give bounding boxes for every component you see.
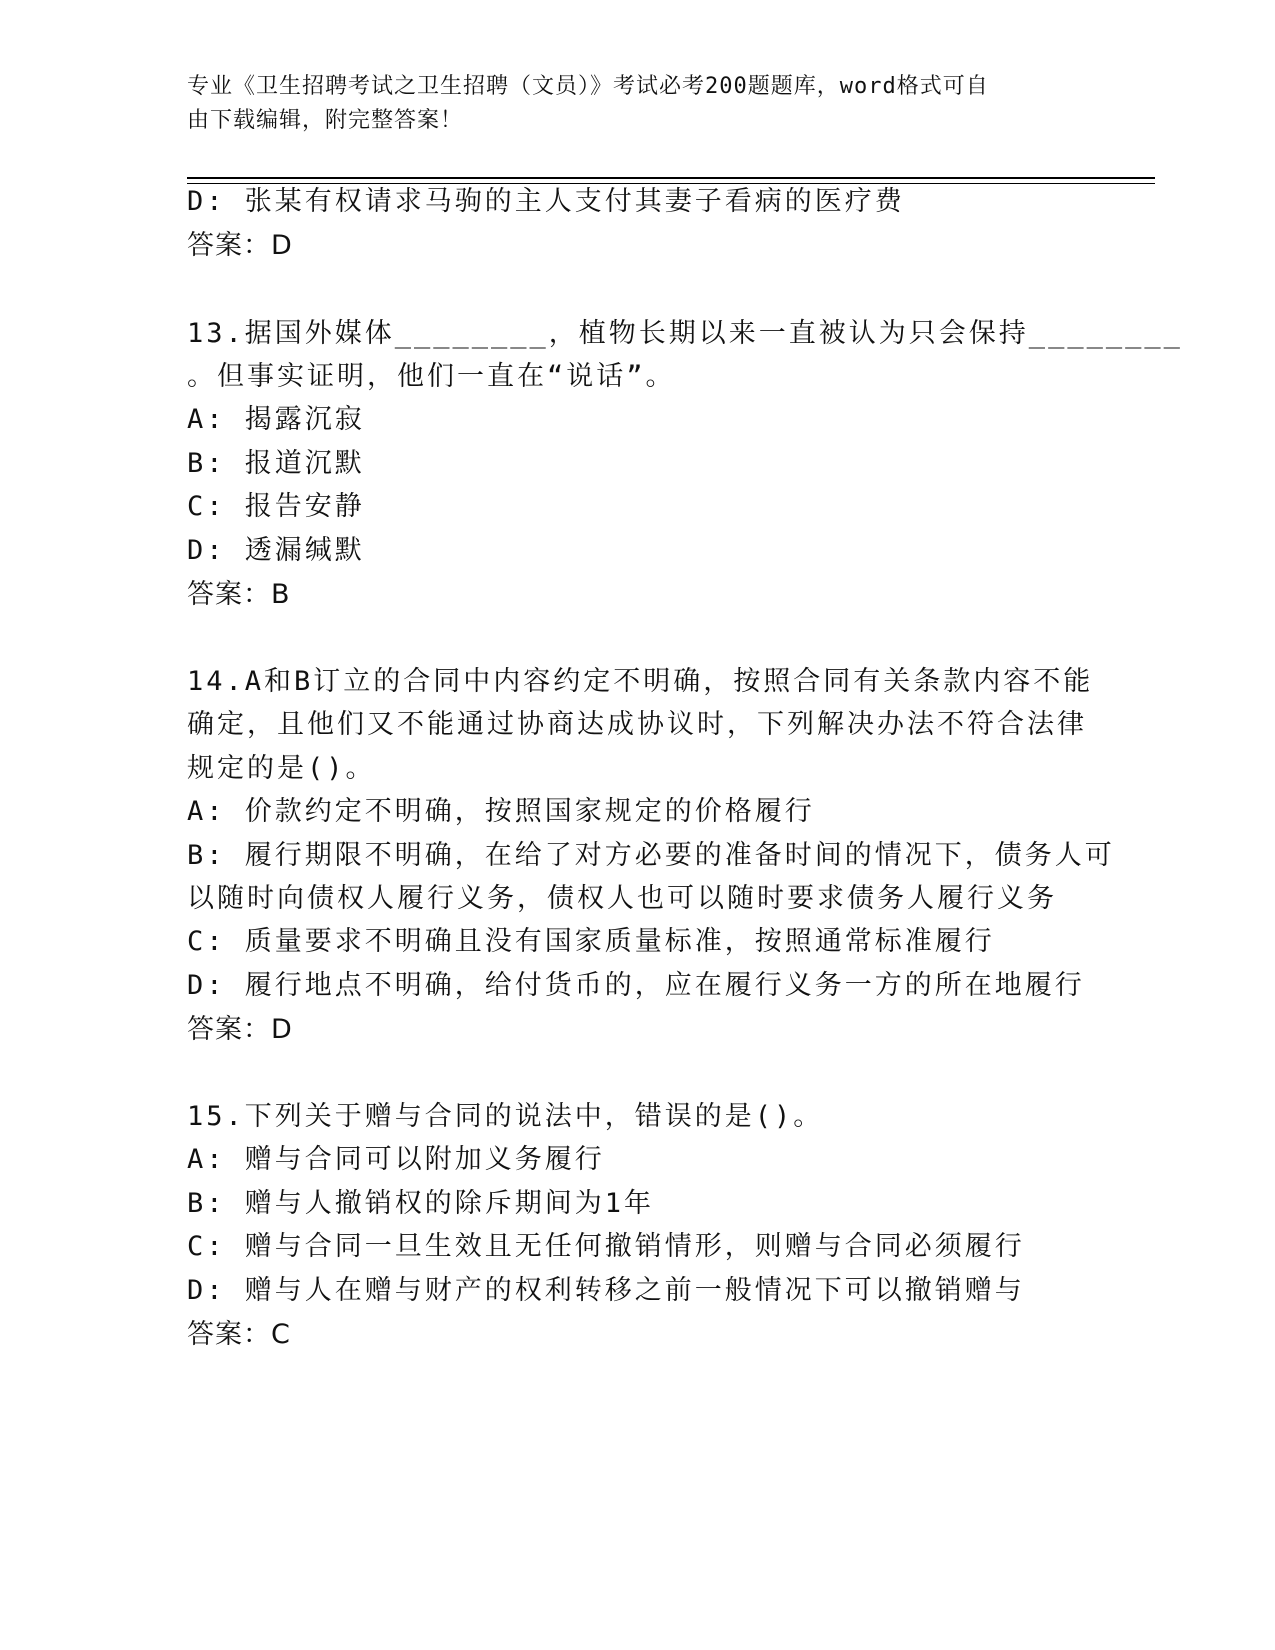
q13-stem-line-2: 。但事实证明，他们一直在“说话”。 bbox=[187, 361, 676, 392]
q15-option-d: D: 赠与人在赠与财产的权利转移之前一般情况下可以撤销赠与 bbox=[187, 1275, 1025, 1306]
q15-option-c: C: 赠与合同一旦生效且无任何撤销情形，则赠与合同必须履行 bbox=[187, 1231, 1025, 1262]
q14-option-c: C: 质量要求不明确且没有国家质量标准，按照通常标准履行 bbox=[187, 926, 995, 957]
q14-stem-line-2: 确定，且他们又不能通过协商达成协议时，下列解决办法不符合法律 bbox=[187, 709, 1087, 740]
q13-option-c: C: 报告安静 bbox=[187, 491, 365, 522]
header-line-2: 由下载编辑，附完整答案！ bbox=[187, 108, 464, 133]
q14-stem-line-3: 规定的是()。 bbox=[187, 753, 376, 784]
header-line-1: 专业《卫生招聘考试之卫生招聘（文员）》考试必考200题题库，word格式可自 bbox=[187, 74, 989, 99]
q12-answer: 答案：D bbox=[187, 230, 293, 261]
q15-option-b: B: 赠与人撤销权的除斥期间为1年 bbox=[187, 1188, 655, 1219]
q14-answer: 答案：D bbox=[187, 1014, 293, 1045]
q14-stem-line-1: 14.A和B订立的合同中内容约定不明确，按照合同有关条款内容不能 bbox=[187, 666, 1094, 697]
q15-option-a: A: 赠与合同可以附加义务履行 bbox=[187, 1144, 605, 1175]
q13-option-a: A: 揭露沉寂 bbox=[187, 404, 365, 435]
document-header bbox=[187, 70, 1067, 138]
q13-stem-line-1: 13.据国外媒体________，植物长期以来一直被认为只会保持________ bbox=[187, 318, 1183, 349]
q15-answer: 答案：C bbox=[187, 1319, 291, 1350]
header-rule-thick bbox=[187, 177, 1155, 179]
q15-stem-line-1: 15.下列关于赠与合同的说法中，错误的是()。 bbox=[187, 1101, 824, 1132]
q13-option-d: D: 透漏缄默 bbox=[187, 535, 365, 566]
q14-option-a: A: 价款约定不明确，按照国家规定的价格履行 bbox=[187, 796, 815, 827]
q14-option-b-line-1: B: 履行期限不明确，在给了对方必要的准备时间的情况下，债务人可 bbox=[187, 840, 1115, 871]
q14-option-b-line-2: 以随时向债权人履行义务，债权人也可以随时要求债务人履行义务 bbox=[187, 883, 1057, 914]
q13-answer: 答案：B bbox=[187, 579, 291, 610]
q14-option-d: D: 履行地点不明确，给付货币的，应在履行义务一方的所在地履行 bbox=[187, 970, 1085, 1001]
q13-option-b: B: 报道沉默 bbox=[187, 448, 365, 479]
q12-option-d: D: 张某有权请求马驹的主人支付其妻子看病的医疗费 bbox=[187, 186, 905, 217]
